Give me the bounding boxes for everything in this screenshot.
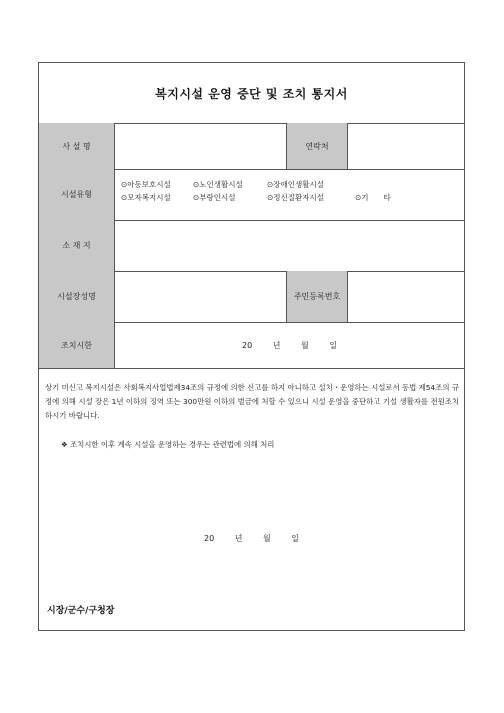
facility-name-label: 사 설 명 [39,123,115,169]
option-other: ⊙기 타 [355,193,391,202]
notice-form [38,62,465,631]
issue-date: 20 년 월 일 [204,534,299,543]
notice-note: ❖ 조치시한 이후 계속 시설을 운영하는 경우는 관련법에 의해 처리 [61,440,275,449]
option-vagrant: ⊙부랑인시설 [193,193,236,202]
facility-type-row [39,169,464,221]
option-mother-child: ⊙모자복지시설 [121,193,171,202]
facility-type-options [121,178,391,204]
address-label: 소 재 지 [39,220,115,271]
facility-type-label: 시설유형 [39,169,115,220]
signature-authority: 시장/군수/구청장 [47,606,115,616]
address-row [39,220,464,272]
contact-label: 연락처 [286,123,348,169]
deadline-label: 조치시한 [39,322,115,368]
form-title: 복지시설 운영 중단 및 조치 통지서 [39,63,464,124]
option-elderly-living: ⊙노인생활시설 [193,180,243,189]
facility-name-row [39,123,464,170]
deadline-row [39,322,464,369]
option-mental-illness: ⊙정신질환자시설 [267,193,324,202]
option-disabled-living: ⊙장애인생활시설 [267,180,324,189]
director-row [39,271,464,323]
option-child-protection: ⊙아동보호시설 [121,180,171,189]
resident-number-label: 주민등록번호 [286,271,348,322]
deadline-value: 20 년 월 일 [242,340,337,350]
director-name-label: 시설장성명 [39,271,115,322]
notice-body-text: 상기 미신고 복지시설은 사회복지사업법제34조의 규정에 의한 신고를 하지 아니하고 설치・운영하는 시설로서 동법 제54조의 규정에 의해 시설 장은 1년 이하의 징역 또는 300만원 이하의 벌금에 처할 수 있으니 시설 운영을 중단하고 기설 생활자를 전원조치 하시기 바랍니다. [45,383,459,420]
